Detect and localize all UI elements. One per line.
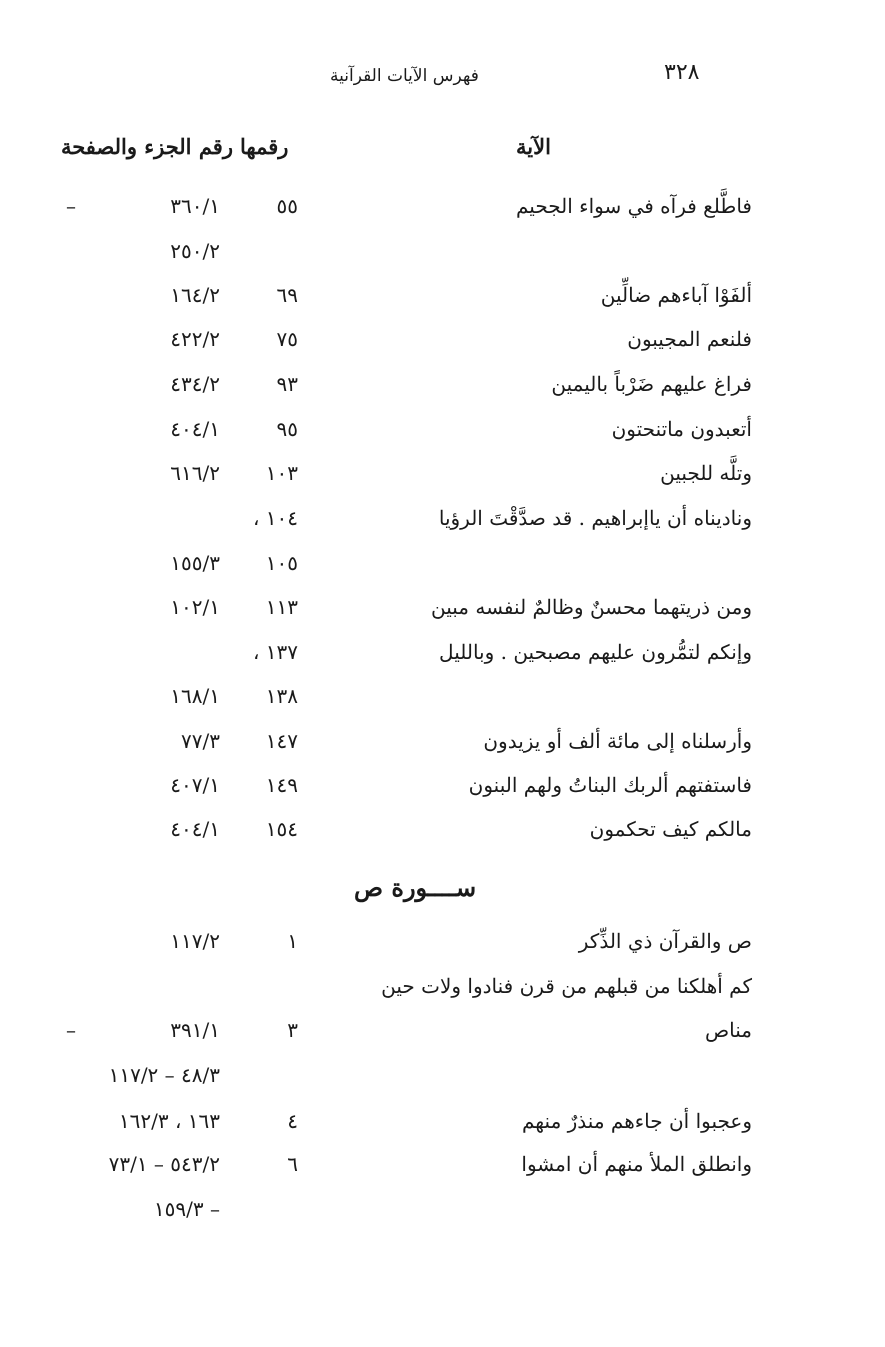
- volume-page-ref: ١٥٥/٣: [170, 551, 220, 575]
- volume-page-ref: ١٠٢/١: [170, 595, 220, 619]
- column-heading-number: رقمها: [240, 134, 289, 159]
- ayah-number: ١٤٩: [265, 773, 298, 797]
- ayah-number: ١٣٧ ،: [252, 640, 298, 664]
- ayah-number: ١٣٨: [265, 684, 298, 708]
- volume-page-ref: ٥٤٣/٢ – ٧٣/١: [108, 1152, 220, 1176]
- volume-page-ref: ٣٩١/١: [170, 1018, 220, 1042]
- ayah-number: ١: [287, 929, 298, 953]
- ayah-text: فاطَّلع فرآه في سواء الجحيم: [516, 194, 752, 218]
- continuation-dash: –: [66, 1018, 76, 1042]
- volume-page-ref: ٧٧/٣: [181, 729, 220, 753]
- ayah-number: ٧٥: [276, 327, 298, 351]
- column-heading-reference: رقم الجزء والصفحة: [60, 134, 233, 159]
- ayah-text: مالكم كيف تحكمون: [589, 817, 752, 841]
- ayah-text: ألفَوْا آباءهم ضالِّين: [600, 283, 752, 307]
- ayah-number: ١٠٥: [265, 551, 298, 575]
- ayah-text: ص والقرآن ذي الذِّكر: [578, 929, 752, 953]
- ayah-number: ١١٣: [265, 595, 298, 619]
- ayah-number: ١٠٤ ،: [252, 506, 298, 530]
- volume-page-ref: ٢٥٠/٢: [170, 239, 220, 263]
- surah-heading: ســــورة ص: [354, 873, 477, 902]
- ayah-number: ١٥٤: [265, 817, 298, 841]
- continuation-dash: –: [66, 194, 76, 218]
- ayah-text: وتلَّه للجبين: [660, 461, 752, 485]
- ayah-text: فلنعم المجيبون: [627, 327, 752, 351]
- ayah-text: كم أهلكنا من قبلهم من قرن فنادوا ولات حين: [381, 974, 752, 998]
- running-header-title: فهرس الآيات القرآنية: [330, 66, 479, 86]
- ayah-text: وإنكم لتمُّرون عليهم مصبحين . وبالليل: [439, 640, 752, 664]
- volume-page-ref: ٤٣٤/٢: [170, 372, 220, 396]
- ayah-number: ٦٩: [276, 283, 298, 307]
- ayah-text: وأرسلناه إلى مائة ألف أو يزيدون: [483, 729, 752, 753]
- volume-page-ref: ٤٠٧/١: [170, 773, 220, 797]
- ayah-text: وعجبوا أن جاءهم منذرٌ منهم: [522, 1109, 752, 1133]
- ayah-number: ٣: [287, 1018, 298, 1042]
- volume-page-ref: ١٦٤/٢: [170, 283, 220, 307]
- ayah-number: ٦: [287, 1152, 298, 1176]
- volume-page-ref: ٤٢٢/٢: [170, 327, 220, 351]
- volume-page-ref: ٤٠٤/١: [170, 817, 220, 841]
- ayah-text: وانطلق الملأ منهم أن امشوا: [521, 1152, 752, 1176]
- volume-page-ref: ١٦٣ ، ١٦٢/٣: [118, 1109, 220, 1133]
- volume-page-ref: ١١٧/٢: [170, 929, 220, 953]
- ayah-number: ٩٥: [276, 417, 298, 441]
- volume-page-ref: ٤٨/٣ – ١١٧/٢: [108, 1063, 220, 1087]
- volume-page-ref: ٤٠٤/١: [170, 417, 220, 441]
- volume-page-ref: ١٦٨/١: [170, 684, 220, 708]
- page-number: ٣٢٨: [664, 60, 700, 85]
- ayah-number: ٩٣: [276, 372, 298, 396]
- ayah-text: مناص: [704, 1018, 752, 1042]
- volume-page-ref: – ١٥٩/٣: [153, 1197, 220, 1221]
- ayah-text: فاستفتهم ألربك البناتُ ولهم البنون: [468, 773, 752, 797]
- ayah-number: ٥٥: [276, 194, 298, 218]
- ayah-text: ومن ذريتهما محسنٌ وظالمٌ لنفسه مبين: [430, 595, 752, 619]
- ayah-number: ٤: [287, 1109, 298, 1133]
- volume-page-ref: ٣٦٠/١: [170, 194, 220, 218]
- column-heading-ayah: الآية: [516, 134, 551, 159]
- ayah-text: فراغ عليهم ضَرْباً باليمين: [551, 372, 752, 396]
- ayah-number: ١٤٧: [265, 729, 298, 753]
- ayah-number: ١٠٣: [265, 461, 298, 485]
- volume-page-ref: ٦١٦/٢: [170, 461, 220, 485]
- ayah-text: وناديناه أن ياإبراهيم . قد صدَّقْتَ الرؤيا: [438, 506, 752, 530]
- ayah-text: أتعبدون ماتنحتون: [611, 417, 752, 441]
